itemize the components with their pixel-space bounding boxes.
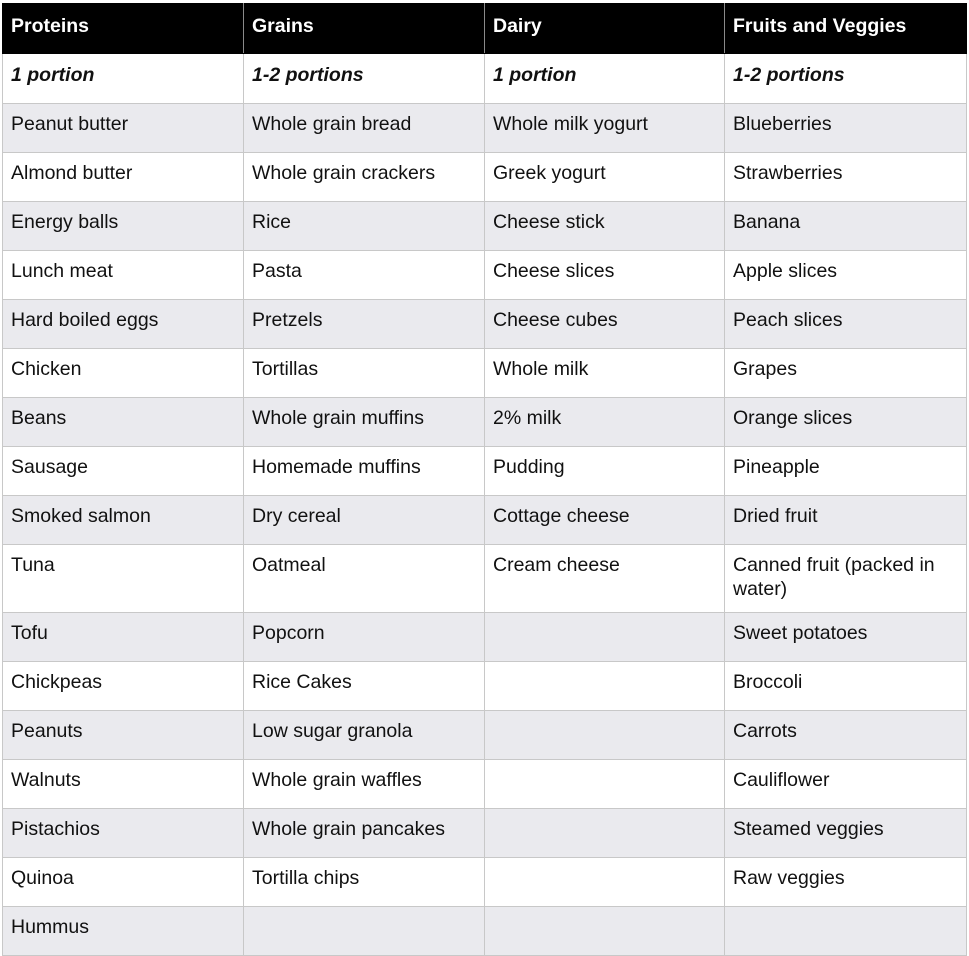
table-row xyxy=(3,251,967,300)
table-cell-dairy xyxy=(485,613,725,662)
table-cell-grains: Rice Cakes xyxy=(244,662,485,711)
table-cell-proteins: Pistachios xyxy=(3,809,244,858)
table-cell-fruits-veggies: Pineapple xyxy=(725,447,967,496)
table-cell-proteins: Walnuts xyxy=(3,760,244,809)
table-cell-fruits-veggies: Broccoli xyxy=(725,662,967,711)
table-row xyxy=(3,447,967,496)
table-header xyxy=(3,4,967,54)
table-cell-proteins: Quinoa xyxy=(3,858,244,907)
table-row xyxy=(3,104,967,153)
food-groups-table xyxy=(2,3,967,956)
table-cell-grains: Dry cereal xyxy=(244,496,485,545)
table-cell-dairy: Cheese cubes xyxy=(485,300,725,349)
table-cell-fruits-veggies: Banana xyxy=(725,202,967,251)
table-cell-fruits-veggies: Cauliflower xyxy=(725,760,967,809)
table-cell-fruits-veggies xyxy=(725,907,967,956)
table-cell-dairy xyxy=(485,858,725,907)
table-cell-proteins: Tofu xyxy=(3,613,244,662)
table-cell-grains: Whole grain waffles xyxy=(244,760,485,809)
table-cell-proteins: Peanut butter xyxy=(3,104,244,153)
table-cell-proteins: Peanuts xyxy=(3,711,244,760)
table-row xyxy=(3,858,967,907)
portion-cell-grains: 1-2 portions xyxy=(244,54,485,104)
table-row xyxy=(3,711,967,760)
table-row xyxy=(3,398,967,447)
table-cell-grains: Whole grain muffins xyxy=(244,398,485,447)
portion-cell-proteins: 1 portion xyxy=(3,54,244,104)
table-cell-grains: Tortilla chips xyxy=(244,858,485,907)
table-cell-grains: Rice xyxy=(244,202,485,251)
table-cell-dairy xyxy=(485,809,725,858)
table-cell-dairy: Whole milk xyxy=(485,349,725,398)
table-row xyxy=(3,496,967,545)
table-cell-fruits-veggies: Strawberries xyxy=(725,153,967,202)
table-cell-fruits-veggies: Raw veggies xyxy=(725,858,967,907)
table-row xyxy=(3,809,967,858)
table-cell-dairy: 2% milk xyxy=(485,398,725,447)
table-cell-proteins: Almond butter xyxy=(3,153,244,202)
table-cell-dairy: Whole milk yogurt xyxy=(485,104,725,153)
table-body xyxy=(3,54,967,956)
table-cell-fruits-veggies: Dried fruit xyxy=(725,496,967,545)
table-cell-grains: Whole grain crackers xyxy=(244,153,485,202)
table-cell-grains xyxy=(244,907,485,956)
table-row xyxy=(3,349,967,398)
column-header-grains: Grains xyxy=(244,4,485,54)
table-cell-proteins: Lunch meat xyxy=(3,251,244,300)
table-cell-fruits-veggies: Peach slices xyxy=(725,300,967,349)
table-cell-grains: Homemade muffins xyxy=(244,447,485,496)
table-cell-proteins: Hummus xyxy=(3,907,244,956)
table-row xyxy=(3,545,967,613)
table-row xyxy=(3,907,967,956)
table-cell-fruits-veggies: Grapes xyxy=(725,349,967,398)
table-cell-proteins: Smoked salmon xyxy=(3,496,244,545)
table-cell-dairy xyxy=(485,907,725,956)
table-row xyxy=(3,613,967,662)
table-cell-dairy: Greek yogurt xyxy=(485,153,725,202)
header-row xyxy=(3,4,967,54)
table-cell-dairy: Pudding xyxy=(485,447,725,496)
table-cell-dairy: Cheese slices xyxy=(485,251,725,300)
table-cell-grains: Whole grain bread xyxy=(244,104,485,153)
column-header-dairy: Dairy xyxy=(485,4,725,54)
table-cell-grains: Whole grain pancakes xyxy=(244,809,485,858)
table-row xyxy=(3,153,967,202)
table-cell-dairy xyxy=(485,662,725,711)
table-cell-grains: Popcorn xyxy=(244,613,485,662)
table-cell-fruits-veggies: Sweet potatoes xyxy=(725,613,967,662)
column-header-fruits-veggies: Fruits and Veggies xyxy=(725,4,967,54)
table-cell-fruits-veggies: Canned fruit (packed in water) xyxy=(725,545,967,613)
table-cell-grains: Tortillas xyxy=(244,349,485,398)
column-header-proteins: Proteins xyxy=(3,4,244,54)
table-cell-proteins: Beans xyxy=(3,398,244,447)
portion-cell-fruits-veggies: 1-2 portions xyxy=(725,54,967,104)
table-row xyxy=(3,300,967,349)
table-row xyxy=(3,760,967,809)
table-row xyxy=(3,662,967,711)
table-cell-proteins: Chickpeas xyxy=(3,662,244,711)
table-cell-proteins: Energy balls xyxy=(3,202,244,251)
table-cell-fruits-veggies: Apple slices xyxy=(725,251,967,300)
table-cell-fruits-veggies: Steamed veggies xyxy=(725,809,967,858)
table-cell-fruits-veggies: Carrots xyxy=(725,711,967,760)
table-cell-dairy xyxy=(485,711,725,760)
food-groups-table-container xyxy=(2,3,966,956)
table-row xyxy=(3,202,967,251)
table-cell-proteins: Chicken xyxy=(3,349,244,398)
table-cell-grains: Pasta xyxy=(244,251,485,300)
table-cell-grains: Low sugar granola xyxy=(244,711,485,760)
portion-row xyxy=(3,54,967,104)
table-cell-grains: Pretzels xyxy=(244,300,485,349)
portion-cell-dairy: 1 portion xyxy=(485,54,725,104)
table-cell-proteins: Tuna xyxy=(3,545,244,613)
table-cell-grains: Oatmeal xyxy=(244,545,485,613)
table-cell-dairy: Cottage cheese xyxy=(485,496,725,545)
table-cell-dairy: Cream cheese xyxy=(485,545,725,613)
table-cell-fruits-veggies: Blueberries xyxy=(725,104,967,153)
table-cell-proteins: Hard boiled eggs xyxy=(3,300,244,349)
table-cell-proteins: Sausage xyxy=(3,447,244,496)
table-cell-dairy xyxy=(485,760,725,809)
table-cell-fruits-veggies: Orange slices xyxy=(725,398,967,447)
table-cell-dairy: Cheese stick xyxy=(485,202,725,251)
